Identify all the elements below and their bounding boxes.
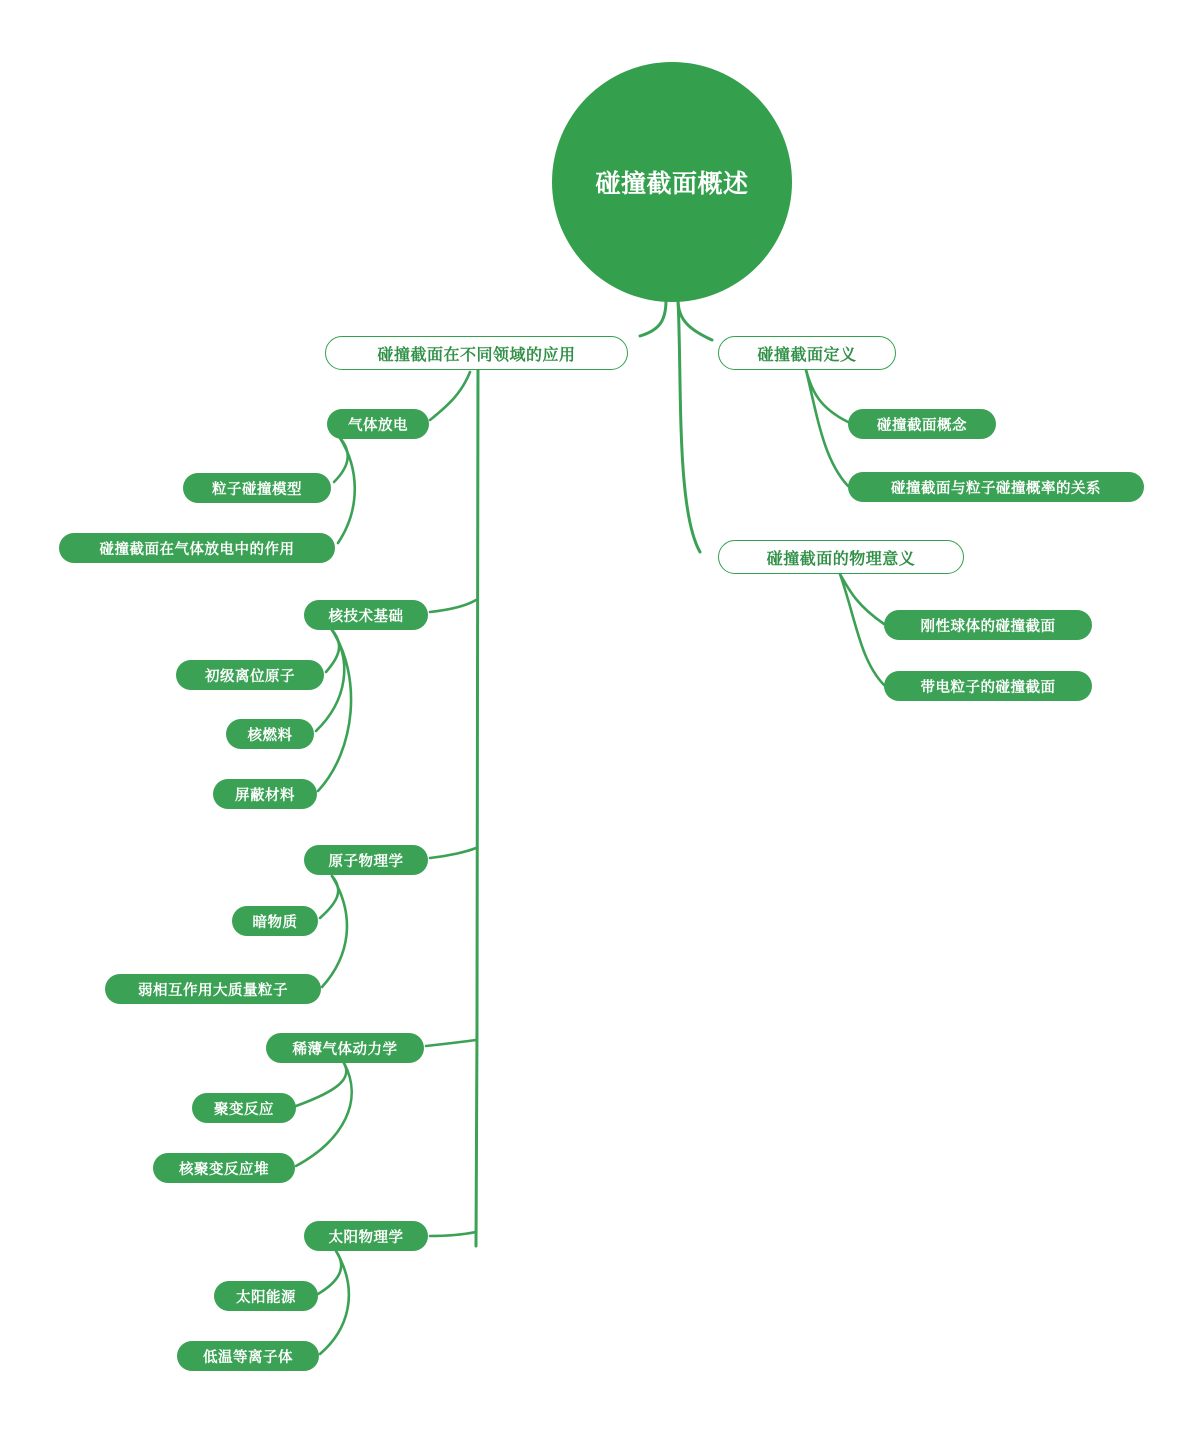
node-solar-physics[interactable] <box>304 1221 428 1251</box>
node-solar-energy[interactable] <box>214 1281 318 1311</box>
node-shielding-material-label: 屏蔽材料 <box>235 787 295 804</box>
node-rarefied-gas-dynamics-label: 稀薄气体动力学 <box>292 1041 398 1058</box>
node-fusion-reactor-label: 核聚变反应堆 <box>179 1161 269 1178</box>
node-gas-discharge[interactable] <box>327 409 429 439</box>
node-nuclear-fuel-label: 核燃料 <box>247 727 293 744</box>
node-nuclear-technology-basics-label: 核技术基础 <box>328 608 404 625</box>
node-charged-particle-cross-section-label: 带电粒子的碰撞截面 <box>920 679 1056 696</box>
branch-physical-meaning-label: 碰撞截面的物理意义 <box>766 550 916 568</box>
branch-definition[interactable] <box>718 336 896 370</box>
node-fusion-reaction-label: 聚变反应 <box>214 1101 274 1118</box>
root-node[interactable] <box>552 62 792 302</box>
node-cross-section-probability-relation-label: 碰撞截面与粒子碰撞概率的关系 <box>891 480 1101 497</box>
node-low-temperature-plasma-label: 低温等离子体 <box>203 1349 293 1366</box>
node-fusion-reactor[interactable] <box>153 1153 295 1183</box>
node-rigid-sphere-cross-section[interactable] <box>884 610 1092 640</box>
node-charged-particle-cross-section[interactable] <box>884 671 1092 701</box>
node-nuclear-fuel[interactable] <box>226 719 314 749</box>
node-solar-physics-label: 太阳物理学 <box>328 1229 404 1246</box>
branch-physical-meaning[interactable] <box>718 540 964 574</box>
node-shielding-material[interactable] <box>213 779 317 809</box>
node-cross-section-in-gas-discharge[interactable] <box>59 533 335 563</box>
node-fusion-reaction[interactable] <box>192 1093 296 1123</box>
node-dark-matter[interactable] <box>232 906 318 936</box>
node-particle-collision-model[interactable] <box>183 473 331 503</box>
node-wimp[interactable] <box>105 974 321 1004</box>
node-atomic-physics-label: 原子物理学 <box>328 853 404 870</box>
root-node-label: 碰撞截面概述 <box>595 170 749 198</box>
node-solar-energy-label: 太阳能源 <box>236 1289 296 1306</box>
node-gas-discharge-label: 气体放电 <box>348 417 408 434</box>
node-cross-section-concept[interactable] <box>848 409 996 439</box>
node-primary-knock-on-atom-label: 初级离位原子 <box>205 668 295 685</box>
node-particle-collision-model-label: 粒子碰撞模型 <box>212 481 302 498</box>
branch-definition-label: 碰撞截面定义 <box>757 346 857 364</box>
node-rigid-sphere-cross-section-label: 刚性球体的碰撞截面 <box>920 618 1056 635</box>
node-rarefied-gas-dynamics[interactable] <box>266 1033 424 1063</box>
node-cross-section-in-gas-discharge-label: 碰撞截面在气体放电中的作用 <box>99 541 295 558</box>
node-nuclear-technology-basics[interactable] <box>304 600 428 630</box>
node-primary-knock-on-atom[interactable] <box>176 660 324 690</box>
node-atomic-physics[interactable] <box>304 845 428 875</box>
node-cross-section-probability-relation[interactable] <box>848 472 1144 502</box>
node-low-temperature-plasma[interactable] <box>177 1341 319 1371</box>
branch-applications[interactable] <box>325 336 628 370</box>
node-wimp-label: 弱相互作用大质量粒子 <box>138 982 288 999</box>
node-dark-matter-label: 暗物质 <box>252 914 298 931</box>
branch-applications-label: 碰撞截面在不同领域的应用 <box>377 346 576 364</box>
node-cross-section-concept-label: 碰撞截面概念 <box>877 417 967 434</box>
